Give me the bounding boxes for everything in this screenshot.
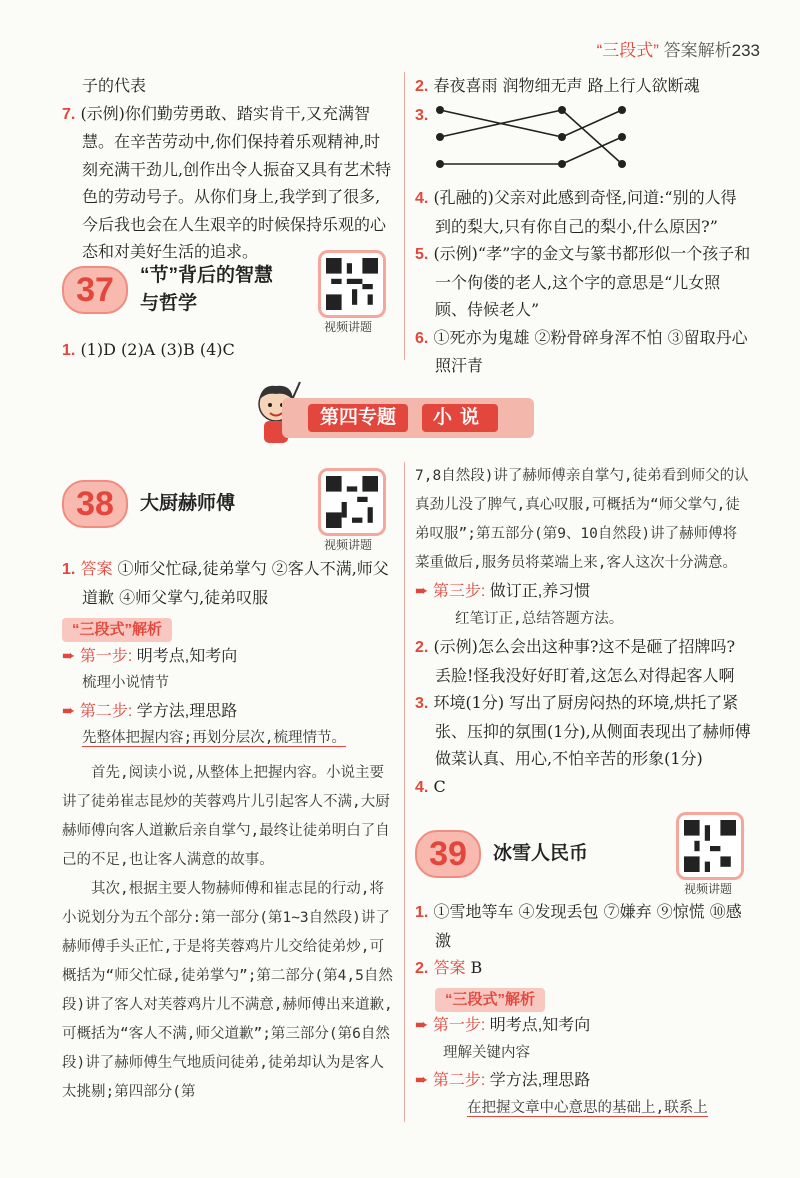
q2-number: 2. <box>415 78 429 95</box>
continued-paragraph: 7,8自然段)讲了赫师傅亲自掌勺,徒弟看到师父的认真劲儿没了脾气,真心叹服,可概括为“师父掌勺,徒弟叹服”;第五部分(第9、10自然段)讲了赫师傅将菜重做后,服务员将菜端上来,客人这次十分满意。 <box>415 468 749 571</box>
lesson-number-badge: 39 <box>415 830 481 878</box>
qr-label: 视频讲题 <box>684 882 733 896</box>
arrow-icon: ➨ <box>62 702 76 720</box>
q2 <box>415 954 751 983</box>
step2 <box>62 698 394 726</box>
arrow-icon: ➨ <box>415 1072 429 1089</box>
analysis-tag: “三段式”解析 <box>62 618 172 642</box>
q3-number: 3. <box>415 695 429 712</box>
q3 <box>415 689 751 773</box>
q6 <box>415 324 751 380</box>
qr-pattern <box>684 820 736 872</box>
qr-label: 视频讲题 <box>324 538 373 552</box>
qr-code-icon[interactable] <box>318 250 386 318</box>
q5-text: (示例)“孝”字的金文与篆书都形似一个孩子和一个佝偻的老人,这个字的意思是“儿女照顾、侍候老人” <box>433 244 751 319</box>
q2-text: (示例)怎么会出这种事?这不是砸了招牌吗?丢脸!怪我没好好盯着,这怎么对得起客人啊 <box>433 637 736 685</box>
step-label: 第一步: <box>79 647 133 665</box>
lesson-number-badge: 38 <box>62 480 128 528</box>
q4-text: (孔融的)父亲对此感到奇怪,问道:“别的人得到的梨大,只有你自己的梨小,什么原因?” <box>433 188 737 236</box>
lesson38-body <box>62 555 394 1107</box>
q3-number: 3. <box>415 106 429 124</box>
q2-number: 2. <box>415 960 429 977</box>
q4 <box>415 773 751 802</box>
page-number: 233 <box>731 41 760 60</box>
analysis-tag-row <box>415 985 751 1013</box>
q2-text: 春夜喜雨 润物细无声 路上行人欲断魂 <box>433 76 700 95</box>
lesson-title <box>140 262 273 318</box>
q6-number: 6. <box>415 329 429 347</box>
qr-pattern <box>326 258 378 310</box>
lesson-number-badge: 37 <box>62 266 128 314</box>
q7-text: (示例)你们勤劳勇敢、踏实肯干,又充满智慧。在辛苦劳动中,你们保持着乐观精神,时刻充满干劲儿,创作出令人振奋又具有艺术特色的劳动号子。从你们身上,我学到了很多,今后我也会在人生艰辛的时候保持乐观的心态和对美好生活的追求。 <box>80 103 392 261</box>
q2 <box>415 633 751 689</box>
q4-number: 4. <box>415 190 429 207</box>
qr-code-icon[interactable] <box>318 468 386 536</box>
header-tag: “三段式” <box>596 41 659 60</box>
continued-line: 子的代表 <box>82 76 147 95</box>
q4 <box>415 184 751 240</box>
step1 <box>415 1012 751 1040</box>
step-title: 做订正,养习惯 <box>489 583 591 600</box>
qr-code-icon[interactable] <box>676 812 744 880</box>
step-label: 第二步: <box>79 702 133 720</box>
lesson-37-heading <box>62 262 273 318</box>
page-header <box>597 36 760 61</box>
q1-number: 1. <box>415 904 429 921</box>
q4-text: C <box>433 776 446 796</box>
chapter-banner <box>282 398 534 438</box>
answer-label: 答案 <box>433 960 466 977</box>
paragraph-2: 其次,根据主要人物赫师傅和崔志昆的行动,将小说划分为五个部分:第一部分(第1~3自然段)讲了赫师傅手头正忙,于是将芙蓉鸡片儿交给徒弟炒,可概括为“师父忙碌,徒弟掌勺”;第二部分(第4,5自然段)讲了客人对芙蓉鸡片儿不满意,赫师傅出来道歉,可概括为“客人不满,师父道歉”;第三部分(第6自然段)讲了赫师傅生气地质问徒弟,徒弟却认为是客人太挑剔;第四部分(第 <box>62 880 393 1100</box>
lesson-title-line1: “节”背后的智慧 <box>140 265 274 286</box>
arrow-icon: ➨ <box>415 1017 429 1034</box>
analysis-tag: “三段式”解析 <box>435 988 545 1012</box>
q1 <box>415 898 751 954</box>
column-divider-bottom <box>404 462 405 1122</box>
lesson39-body <box>415 898 751 1122</box>
step-label: 第三步: <box>432 583 486 600</box>
lesson-title-line2: 与哲学 <box>140 293 198 314</box>
q1 <box>62 555 394 611</box>
lesson-39-heading <box>415 830 588 878</box>
qr-label: 视频讲题 <box>324 320 373 334</box>
lesson-title: 冰雪人民币 <box>493 843 589 864</box>
step-label: 第一步: <box>432 1017 486 1034</box>
q1-text: ①雪地等车 ④发现丢包 ⑦嫌弃 ⑨惊慌 ⑩感激 <box>433 902 742 950</box>
q3-text: 环境(1分) 写出了厨房闷热的环境,烘托了紧张、压抑的氛围(1分),从侧面表现出了赫师傅做菜认真、用心,不怕辛苦的形象(1分) <box>433 693 751 768</box>
step2-note <box>62 725 394 753</box>
q7-number: 7. <box>62 105 76 123</box>
q1-text: (1)D (2)A (3)B (4)C <box>80 340 235 359</box>
step3 <box>415 578 751 606</box>
header-label: 答案解析 <box>663 41 732 60</box>
step2-note <box>415 1095 751 1123</box>
q5 <box>415 240 751 324</box>
step1-note: 梳理小说情节 <box>82 675 169 691</box>
step-title: 学方法,理思路 <box>489 1072 591 1089</box>
step1-note: 理解关键内容 <box>443 1044 530 1061</box>
q2-number: 2. <box>415 639 429 656</box>
paragraph-1: 首先,阅读小说,从整体上把握内容。小说主要讲了徒弟崔志昆炒的芙蓉鸡片儿引起客人不满,大厨赫师傅向客人道歉后亲自掌勺,最终让徒弟明白了自己的不足,也让客人满意的故事。 <box>62 764 390 868</box>
q2-text: B <box>470 958 483 977</box>
arrow-icon: ➨ <box>62 647 76 665</box>
banner-title: 第四专题 <box>308 404 408 432</box>
left-top-block <box>62 72 394 266</box>
q5-number: 5. <box>415 246 429 263</box>
right-mid-block <box>415 462 751 801</box>
banner-subject: 小说 <box>422 404 498 432</box>
matching-lines-diagram <box>432 100 632 174</box>
step2-note-text: 先整体把握内容;再划分层次,梳理情节。 <box>82 730 346 746</box>
q7 <box>62 100 394 266</box>
step-title: 明考点,知考向 <box>136 647 238 665</box>
step2 <box>415 1067 751 1095</box>
q1-text: ①师父忙碌,徒弟掌勺 ②客人不满,师父道歉 ④师父掌勺,徒弟叹服 <box>82 559 389 607</box>
step2-note-text: 在把握文章中心意思的基础上,联系上 <box>467 1099 708 1116</box>
step-title: 学方法,理思路 <box>136 702 238 720</box>
lesson-title: 大厨赫师傅 <box>140 493 236 514</box>
analysis-tag-row <box>62 615 394 643</box>
qr-pattern <box>326 476 378 528</box>
answer-label: 答案 <box>80 561 113 578</box>
column-divider-top <box>404 72 405 360</box>
q6-text: ①死亦为鬼雄 ②粉骨碎身浑不怕 ③留取丹心照汗青 <box>433 327 748 375</box>
right-top-block-2 <box>415 184 751 380</box>
q2 <box>415 72 751 101</box>
step1 <box>62 643 394 671</box>
q1-number: 1. <box>62 342 76 359</box>
q1-number: 1. <box>62 561 76 578</box>
step3-note: 红笔订正,总结答题方法。 <box>455 610 624 627</box>
step-title: 明考点,知考向 <box>489 1017 591 1034</box>
lesson-38-heading <box>62 480 235 528</box>
arrow-icon: ➨ <box>415 583 429 600</box>
q4-number: 4. <box>415 778 429 796</box>
step-label: 第二步: <box>432 1072 486 1089</box>
lesson37-q1 <box>62 336 394 365</box>
